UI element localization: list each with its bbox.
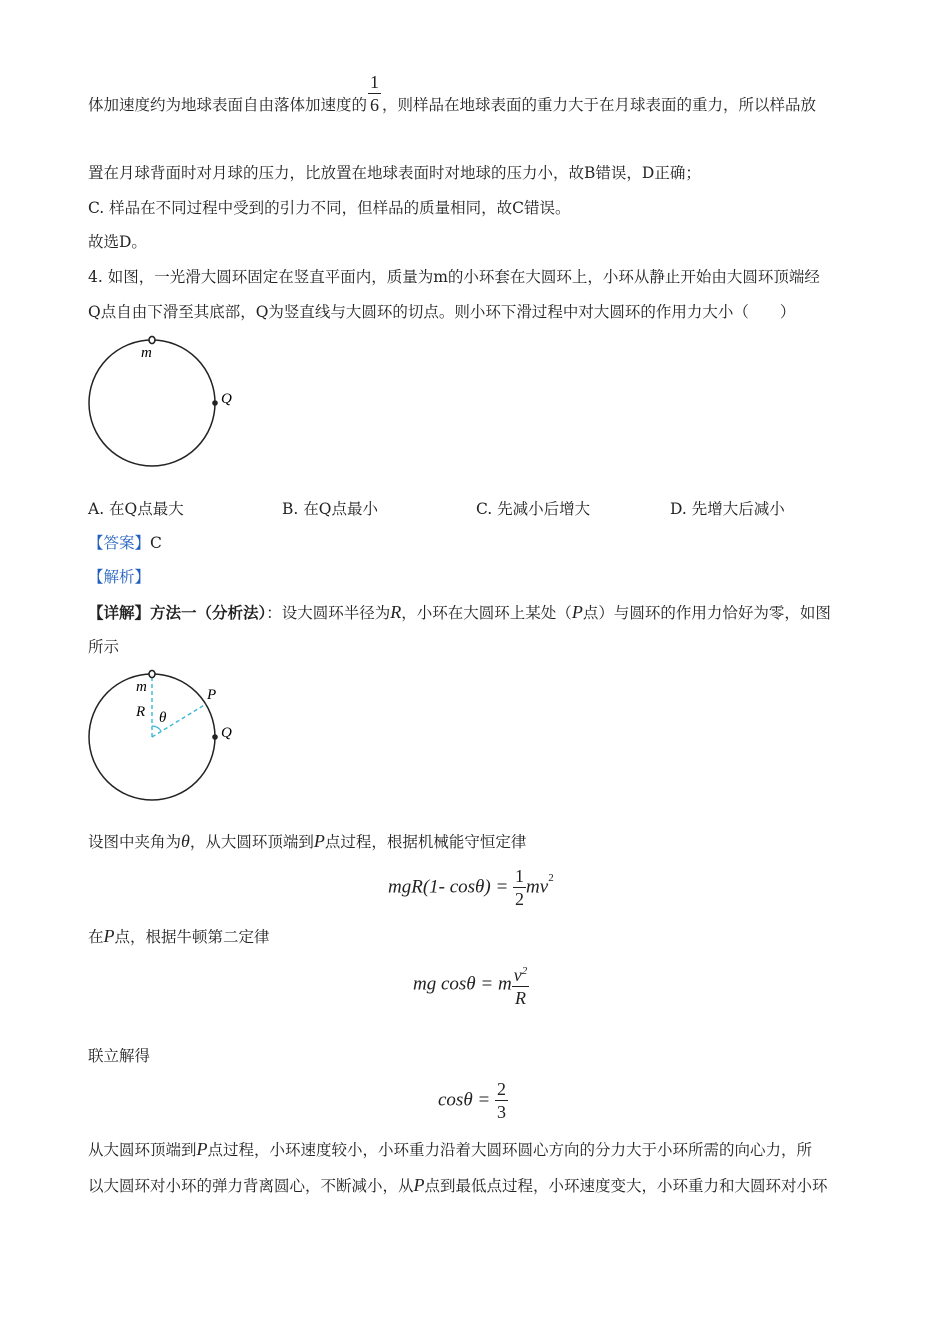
text-span: 点过程，小环速度较小，小环重力沿着大圆环圆心方向的分力大于小环所需的向心力，所 bbox=[207, 1141, 813, 1159]
text-span: 点，根据牛顿第二定律 bbox=[114, 928, 270, 946]
question-4-line-1: 4. 如图，一光滑大圆环固定在竖直平面内，质量为m的小环套在大圆环上，小环从静止开始由大圆环顶端经 bbox=[88, 268, 820, 286]
statement-1 bbox=[88, 830, 526, 853]
fraction-one-half bbox=[513, 865, 526, 910]
var-p: P bbox=[103, 926, 115, 946]
equation-lhs: cosθ = bbox=[438, 1089, 491, 1111]
fraction-numerator: 1 bbox=[515, 866, 525, 886]
text-span: 从大圆环顶端到 bbox=[88, 1141, 197, 1159]
paragraph-line: C. 样品在不同过程中受到的引力不同，但样品的质量相同，故C错误。 bbox=[88, 199, 571, 217]
fraction-denominator: R bbox=[514, 988, 526, 1008]
fraction-denominator: 2 bbox=[515, 889, 525, 909]
fraction-denominator: 6 bbox=[370, 94, 380, 115]
equation-rhs: mv bbox=[526, 876, 549, 898]
label-p: P bbox=[207, 687, 217, 703]
option-c: C. 先减小后增大 bbox=[476, 500, 591, 518]
text-span: ：设大圆环半径为 bbox=[266, 604, 391, 622]
fraction-numerator: 2 bbox=[496, 1079, 506, 1099]
var-p: P bbox=[313, 831, 325, 851]
text-span: 点过程，根据机械能守恒定律 bbox=[324, 833, 527, 851]
detail-line-1 bbox=[88, 601, 831, 624]
answer-value: C bbox=[150, 534, 162, 552]
text-span: 点到最低点过程，小环速度变大，小环重力和大圆环对小环 bbox=[424, 1177, 828, 1195]
detail-line-2: 所示 bbox=[88, 638, 120, 656]
angle-arc bbox=[152, 726, 161, 731]
analysis-tag: 【解析】 bbox=[88, 568, 151, 586]
method-title: 方法一（分析法） bbox=[150, 603, 267, 622]
equation-energy-conservation bbox=[388, 865, 554, 910]
ring-figure-1 bbox=[80, 330, 250, 475]
point-q-dot bbox=[212, 734, 218, 740]
fraction-two-thirds bbox=[495, 1078, 508, 1123]
text-span: 设图中夹角为 bbox=[88, 833, 182, 851]
paragraph-line: 故选D。 bbox=[88, 233, 147, 251]
fraction-denominator: 3 bbox=[496, 1102, 506, 1122]
answer-line bbox=[88, 532, 162, 554]
text-span: 在 bbox=[88, 928, 104, 946]
superscript: 2 bbox=[521, 965, 528, 977]
option-b: B. 在Q点最小 bbox=[282, 500, 378, 518]
equation-lhs: mg cosθ = m bbox=[413, 973, 512, 995]
paragraph-line: 置在月球背面时对月球的压力，比放置在地球表面时对地球的压力小，故B错误，D正确； bbox=[88, 164, 701, 182]
paragraph-line bbox=[88, 71, 817, 116]
fraction-numerator bbox=[512, 960, 530, 987]
label-m: m bbox=[141, 345, 152, 361]
label-theta: θ bbox=[159, 710, 167, 726]
detail-tag: 【详解】 bbox=[88, 603, 151, 622]
small-ring bbox=[149, 336, 155, 343]
text-span: 体加速度约为地球表面自由落体加速度的 bbox=[88, 96, 368, 114]
var-theta: θ bbox=[181, 831, 190, 851]
small-ring bbox=[149, 670, 155, 677]
ring-figure-2 bbox=[80, 664, 250, 809]
question-4-line-2: Q点自由下滑至其底部，Q为竖直线与大圆环的切点。则小环下滑过程中对大圆环的作用力大小（ ） bbox=[88, 303, 796, 321]
text-span: ，则样品在地球表面的重力大于在月球表面的重力，所以样品放 bbox=[382, 96, 817, 114]
statement-4 bbox=[88, 1138, 812, 1161]
statement-2 bbox=[88, 925, 270, 948]
label-r: R bbox=[136, 704, 146, 720]
text-span: 点）与圆环的作用力恰好为零，如图 bbox=[582, 604, 831, 622]
equation-newton-second-law bbox=[413, 960, 529, 1009]
label-q: Q bbox=[221, 725, 232, 741]
var-p: P bbox=[413, 1175, 425, 1195]
var-v: v bbox=[513, 965, 522, 985]
statement-3: 联立解得 bbox=[88, 1047, 151, 1065]
option-a: A. 在Q点最大 bbox=[88, 500, 184, 518]
var-p: P bbox=[571, 602, 583, 622]
equation-result bbox=[438, 1078, 508, 1123]
option-d: D. 先增大后减小 bbox=[670, 500, 785, 518]
big-ring bbox=[89, 340, 215, 466]
label-m: m bbox=[136, 679, 147, 695]
text-span: 以大圆环对小环的弹力背离圆心，不断减小，从 bbox=[88, 1177, 414, 1195]
var-r: R bbox=[390, 602, 402, 622]
statement-5 bbox=[88, 1174, 828, 1197]
fraction-numerator: 1 bbox=[370, 71, 380, 92]
superscript: 2 bbox=[548, 871, 554, 884]
point-q-dot bbox=[212, 400, 218, 406]
answer-tag: 【答案】 bbox=[88, 534, 151, 552]
fraction-v2-over-r bbox=[512, 960, 530, 1009]
label-q: Q bbox=[221, 391, 232, 407]
var-p: P bbox=[196, 1139, 208, 1159]
equation-lhs: mgR(1- cosθ) = bbox=[388, 876, 509, 898]
fraction-one-sixth bbox=[368, 71, 381, 116]
text-span: ，小环在大圆环上某处（ bbox=[401, 604, 572, 622]
text-span: ，从大圆环顶端到 bbox=[189, 833, 314, 851]
